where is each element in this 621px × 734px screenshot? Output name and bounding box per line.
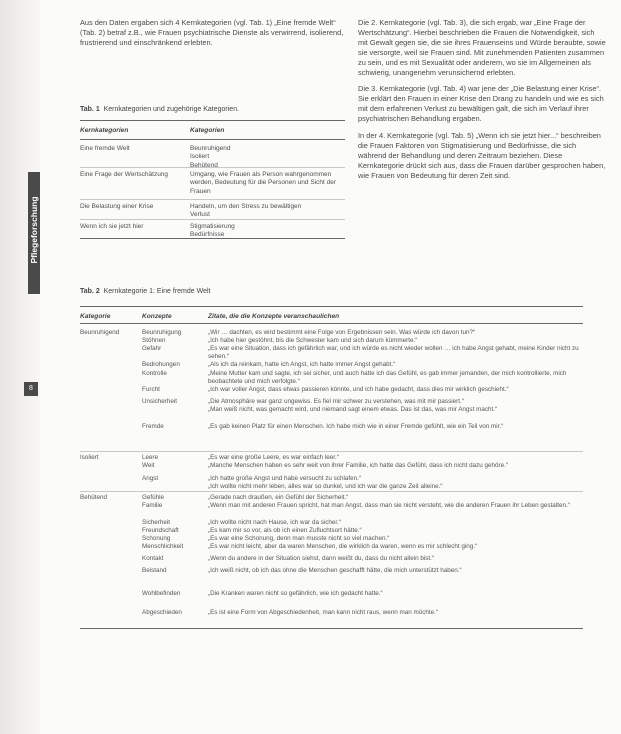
table1-caption-number: Tab. 1 (80, 106, 100, 113)
table2-cell-konzept: Beunruhigung (142, 329, 182, 336)
table2-cell-zitat: „Die Kranken waren nicht so gefährlich, wie ich gedacht hatte.“ (208, 590, 383, 597)
table2-cell-zitat: „Es ist eine Form von Abgeschiedenheit, man kann nicht raus, wenn man möchte.“ (208, 609, 438, 616)
table2-cell-zitat: „Meine Mutter kam und sagte, ich sei sicher, und auch hatte ich das Gefühl, es gab immer jemanden, der mich kontrollierte, mich beobachtete und mich verfolgte.“ (208, 370, 567, 385)
table2-caption (80, 288, 210, 295)
table2-cell-konzept: Angst (142, 475, 159, 482)
table2-cell-konzept: Menschlichkeit (142, 543, 184, 550)
table1-row-divider (80, 219, 345, 220)
table2-cell-zitat: „Die Atmosphäre war ganz ungewiss. Es fiel mir schwer zu verstehen, was mit mir passiert.“ „Man weiß nicht, was gemacht wird, und niemand sagt einem etwas. Das ist das, was mir Angst macht.“ (208, 398, 498, 413)
table2-cell-konzept: Beistand (142, 567, 167, 574)
table2-cell-zitat: „Es war eine Schonung, denn man musste nicht so viel machen.“ (208, 535, 390, 542)
table1-cell-kernkategorie: Eine fremde Welt (80, 145, 130, 152)
table2-top-rule (80, 306, 583, 307)
table1-cell-kategorien: Beunruhigend Isoliert Behütend (190, 145, 231, 169)
table2-caption-number: Tab. 2 (80, 288, 100, 295)
table1-cell-kategorien: Stigmatisierung Bedürfnisse (190, 223, 235, 239)
table2-cell-zitat: „Ich wollte nicht nach Hause, ich war da sicher.“ (208, 519, 341, 526)
table2-cell-zitat: „Wir … dachten, es wird bestimmt eine Folge von Ergebnissen sein. Was würde ich davon tun?“ (208, 329, 476, 336)
table2-bottom-rule (80, 628, 583, 629)
table2-cell-konzept: Kontakt (142, 555, 164, 562)
binding-shadow (0, 0, 40, 734)
table2-cell-konzept: Leere (142, 454, 159, 461)
table2-cell-zitat: „Es war nicht leicht, aber da waren Menschen, die wirklich da waren, wenn es mir schlecht ging.“ (208, 543, 478, 550)
table2-cell-konzept: Furcht (142, 386, 160, 393)
table2-cell-konzept: Familie (142, 502, 163, 509)
section-tab-label: Pflegeforschung (29, 196, 39, 264)
table1-cell-kategorien: Umgang, wie Frauen als Person wahrgenommen werden, Bedeutung für die Personen und Sicht der Frauen (190, 171, 336, 195)
table2-cell-konzept: Weit (142, 462, 155, 469)
table2-cell-konzept: Fremde (142, 423, 164, 430)
table2-cell-konzept: Stöhnen (142, 337, 166, 344)
table1-header-kategorien: Kategorien (190, 127, 225, 134)
table2-header-konzepte: Konzepte (142, 313, 172, 320)
table1-header-kernkategorien: Kernkategorien (80, 127, 129, 134)
table1-cell-kernkategorie: Wenn ich sie jetzt hier (80, 223, 144, 230)
page-number: 8 (24, 382, 38, 396)
table2-cell-konzept: Gefühle (142, 494, 165, 501)
table2-cell-kategorie: Isoliert (80, 454, 99, 461)
table2-cell-zitat: „Als ich da reinkam, hatte ich Angst, ich hatte immer Angst gehabt.“ (208, 361, 396, 368)
table2-cell-konzept: Unsicherheit (142, 398, 177, 405)
table2-cell-zitat: „Gerade nach draußen, ein Gefühl der Sicherheit.“ (208, 494, 349, 501)
table2-cell-konzept: Abgeschieden (142, 609, 182, 616)
table2-cell-zitat: „Wenn man mit anderen Frauen spricht, hat man Angst, dass man sie nicht versteht, wie die anderen Frauen ihr Leben gestalten.“ (208, 502, 570, 509)
table2-cell-konzept: Kontrolle (142, 370, 167, 377)
table1-cell-kategorien: Handeln, um den Stress zu bewältigen Verlust (190, 203, 302, 219)
right-paragraph: Die 2. Kernkategorie (vgl. Tab. 3), die sich ergab, war „Eine Frage der Wertschätzung“. Hierbei beschrieben die Frauen die Notwendigkeit, sich mit Gewalt gegen sie, die sie ihres Frauenseins und Würde beraubte, sowie sie versorgte, weil sie Frauen sind. Mit zunehmenden Patienten zusammen zu sein, und es mit Sexualität oder anderem, wo sie im Allgemeinen als schwierig, unangenehm verunsichernd erlebten. (358, 18, 606, 77)
section-tab (28, 172, 40, 294)
table1-caption-text: Kernkategorien und zugehörige Kategorien. (103, 106, 240, 113)
table2-group-divider (80, 451, 583, 452)
table1-header-rule (80, 139, 345, 140)
table1-top-rule (80, 120, 345, 121)
table2-cell-zitat: „Manche Menschen haben es sehr weit von ihrer Familie, ich hatte das Gefühl, dass ich nicht dazu gehöre.“ (208, 462, 508, 469)
table2-cell-zitat: „Ich weiß nicht, ob ich das ohne die Menschen geschafft hätte, die mich unterstützt haben.“ (208, 567, 462, 574)
table2-cell-zitat: „Es war eine Situation, dass ich gefährlich war, und ich würde es nicht wieder wollen … ich habe Angst gehabt, meine Kinder nicht zu sehen.“ (208, 345, 579, 360)
left-column-text: Aus den Daten ergaben sich 4 Kernkategorien (vgl. Tab. 1) „Eine fremde Welt“ (Tab. 2) betraf z.B., wie Frauen psychiatrische Dienste als verwirrend, isolierend, frustrierend und einschränkend erlebten. (80, 18, 344, 47)
table2-cell-zitat: „Ich habe hier gestöhnt, bis die Schwester kam und sich darum kümmerte.“ (208, 337, 418, 344)
table2-cell-konzept: Schonung (142, 535, 171, 542)
right-paragraph: In der 4. Kernkategorie (vgl. Tab. 5) „Wenn ich sie jetzt hier...“ beschreiben die Frauen Faktoren von Stigmatisierung und Bedürfnisse, die sich während der Behandlung und deren Zeitraum beziehen. Diese Kernkategorie drückt sich aus, dass die Frauen darüber gesprochen haben, wie Frauen von Bedeutung für deren Zeit sind. (358, 131, 606, 180)
table2-cell-zitat: „Wenn du andere in der Situation siehst, dann weißt du, dass du nicht allein bist.“ (208, 555, 435, 562)
table2-cell-zitat: „Es war eine große Leere, es war einfach leer.“ (208, 454, 339, 461)
right-column (358, 18, 606, 188)
table2-header-zitate: Zitate, die die Konzepte veranschaulichen (208, 313, 340, 320)
table1-cell-kernkategorie: Die Belastung einer Krise (80, 203, 154, 210)
table1-row-divider (80, 199, 345, 200)
table2-header-kategorie: Kategorie (80, 313, 111, 320)
table2-cell-konzept: Sicherheit (142, 519, 171, 526)
table2-cell-konzept: Gefahr (142, 345, 162, 352)
table1-cell-kernkategorie: Eine Frage der Wertschätzung (80, 171, 169, 178)
table1-caption (80, 106, 239, 113)
table1-row-divider (80, 167, 345, 168)
table1-bottom-rule (80, 238, 345, 239)
table2-cell-konzept: Bedrohungen (142, 361, 180, 368)
table2-cell-kategorie: Behütend (80, 494, 107, 501)
table2-caption-text: Kernkategorie 1: Eine fremde Welt (103, 288, 211, 295)
table2-header-rule (80, 323, 583, 324)
table2-cell-kategorie: Beunruhigend (80, 329, 120, 336)
table2-cell-konzept: Wohlbefinden (142, 590, 181, 597)
table2-cell-zitat: „Es gab keinen Platz für einen Menschen. Ich habe mich wie in einer Fremde gefühlt, wie ein Teil von mir.“ (208, 423, 504, 430)
table2-cell-zitat: „Es kam mir so vor, als ob ich einen Zufluchtsort hätte.“ (208, 527, 362, 534)
table2-cell-zitat: „Ich hatte große Angst und habe versucht zu schlafen.“ „Ich wollte nicht mehr leben, alles war so dunkel, und ich war die ganze Zeit alleine.“ (208, 475, 443, 490)
table2-cell-zitat: „Ich war voller Angst, dass etwas passieren könnte, und ich habe gedacht, dass dies mir wirklich geschieht.“ (208, 386, 509, 393)
table2-cell-konzept: Freundschaft (142, 527, 179, 534)
right-paragraph: Die 3. Kernkategorie (vgl. Tab. 4) war jene der „Die Belastung einer Krise“. Sie erklärt den Frauen in einer Krise den Drang zu handeln und wie es sich mit dem erfahrenen Verlust zu bewältigen galt, die sich im Verlauf ihrer psychiatrischen Behandlung ergaben. (358, 84, 604, 124)
table2-group-divider (80, 491, 583, 492)
